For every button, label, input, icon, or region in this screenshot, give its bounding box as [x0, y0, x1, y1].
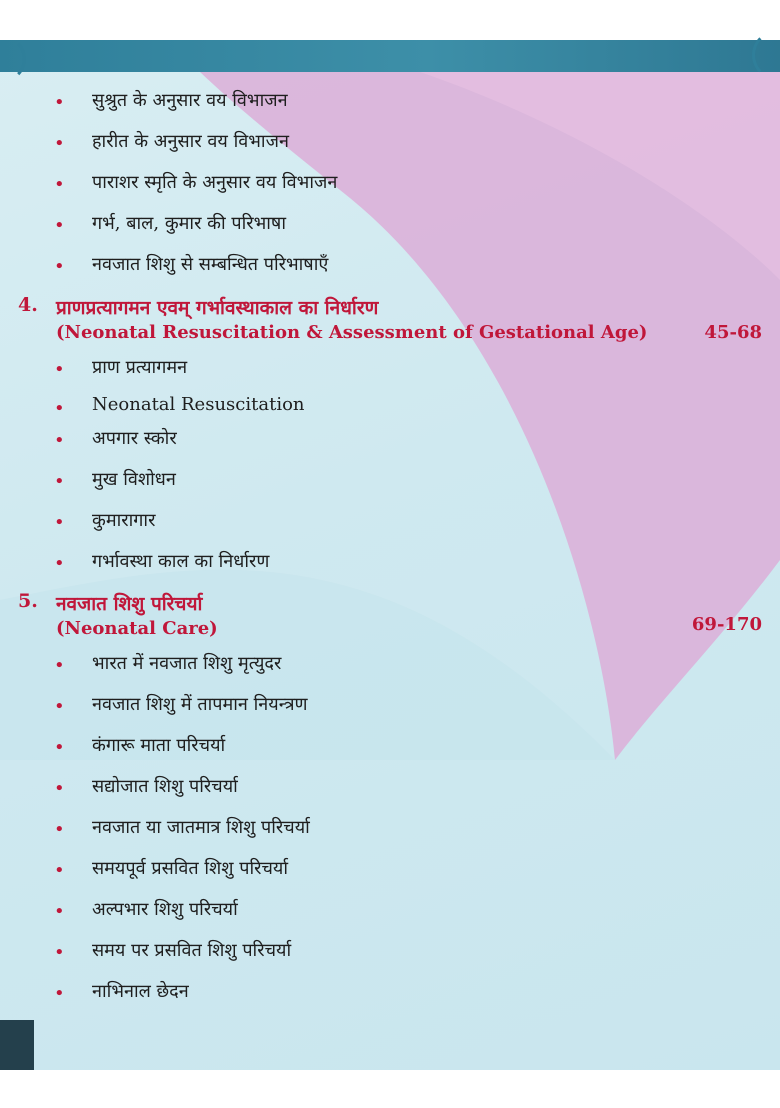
list-item: मुख विशोधन [92, 469, 176, 490]
list-item: Neonatal Resuscitation [92, 394, 305, 415]
list-item: भारत में नवजात शिशु मृत्युदर [92, 653, 282, 674]
section-number: 5. [18, 590, 38, 612]
list-item: सद्योजात शिशु परिचर्या [92, 776, 238, 797]
bullet-icon: • [54, 860, 65, 881]
bullet-icon: • [54, 133, 65, 154]
bullet-icon: • [54, 778, 65, 799]
section-subtitle: (Neonatal Care) [56, 618, 218, 639]
section-subtitle: (Neonatal Resuscitation & Assessment of Gestational Age) [56, 322, 648, 343]
list-item: कुमारागार [92, 510, 156, 531]
list-item: नवजात शिशु से सम्बन्धित परिभाषाएँ [92, 254, 329, 275]
bullet-icon: • [54, 696, 65, 717]
list-item: अल्पभार शिशु परिचर्या [92, 899, 238, 920]
bullet-icon: • [54, 398, 65, 419]
list-item: नवजात शिशु में तापमान नियन्त्रण [92, 694, 308, 715]
section-title: नवजात शिशु परिचर्या [56, 593, 203, 615]
list-item: नवजात या जातमात्र शिशु परिचर्या [92, 817, 310, 838]
bullet-icon: • [54, 942, 65, 963]
bullet-icon: • [54, 901, 65, 922]
bullet-icon: • [54, 359, 65, 380]
list-item: नाभिनाल छेदन [92, 981, 189, 1002]
bullet-icon: • [54, 553, 65, 574]
list-item: अपगार स्कोर [92, 428, 177, 449]
bullet-icon: • [54, 983, 65, 1004]
bullet-icon: • [54, 430, 65, 451]
section-number: 4. [18, 294, 38, 316]
list-item: गर्भावस्था काल का निर्धारण [92, 551, 270, 572]
bullet-icon: • [54, 737, 65, 758]
list-item: कंगारू माता परिचर्या [92, 735, 226, 756]
list-item: गर्भ, बाल, कुमार की परिभाषा [92, 213, 286, 234]
list-item: समयपूर्व प्रसवित शिशु परिचर्या [92, 858, 289, 879]
list-item: प्राण प्रत्यागमन [92, 357, 188, 378]
list-item: पाराशर स्मृति के अनुसार वय विभाजन [92, 172, 338, 193]
section-page-range: 69-170 [691, 614, 762, 635]
bullet-icon: • [54, 512, 65, 533]
section-title: प्राणप्रत्यागमन एवम् गर्भावस्थाकाल का निर्धारण [56, 297, 379, 319]
bullet-icon: • [54, 92, 65, 113]
section-page-range: 45-68 [704, 322, 762, 343]
list-item: सुश्रुत के अनुसार वय विभाजन [92, 90, 288, 111]
bullet-icon: • [54, 215, 65, 236]
bullet-icon: • [54, 471, 65, 492]
bullet-icon: • [54, 174, 65, 195]
list-item: हारीत के अनुसार वय विभाजन [92, 131, 289, 152]
bullet-icon: • [54, 819, 65, 840]
list-item: समय पर प्रसवित शिशु परिचर्या [92, 940, 292, 961]
bullet-icon: • [54, 655, 65, 676]
bullet-icon: • [54, 256, 65, 277]
